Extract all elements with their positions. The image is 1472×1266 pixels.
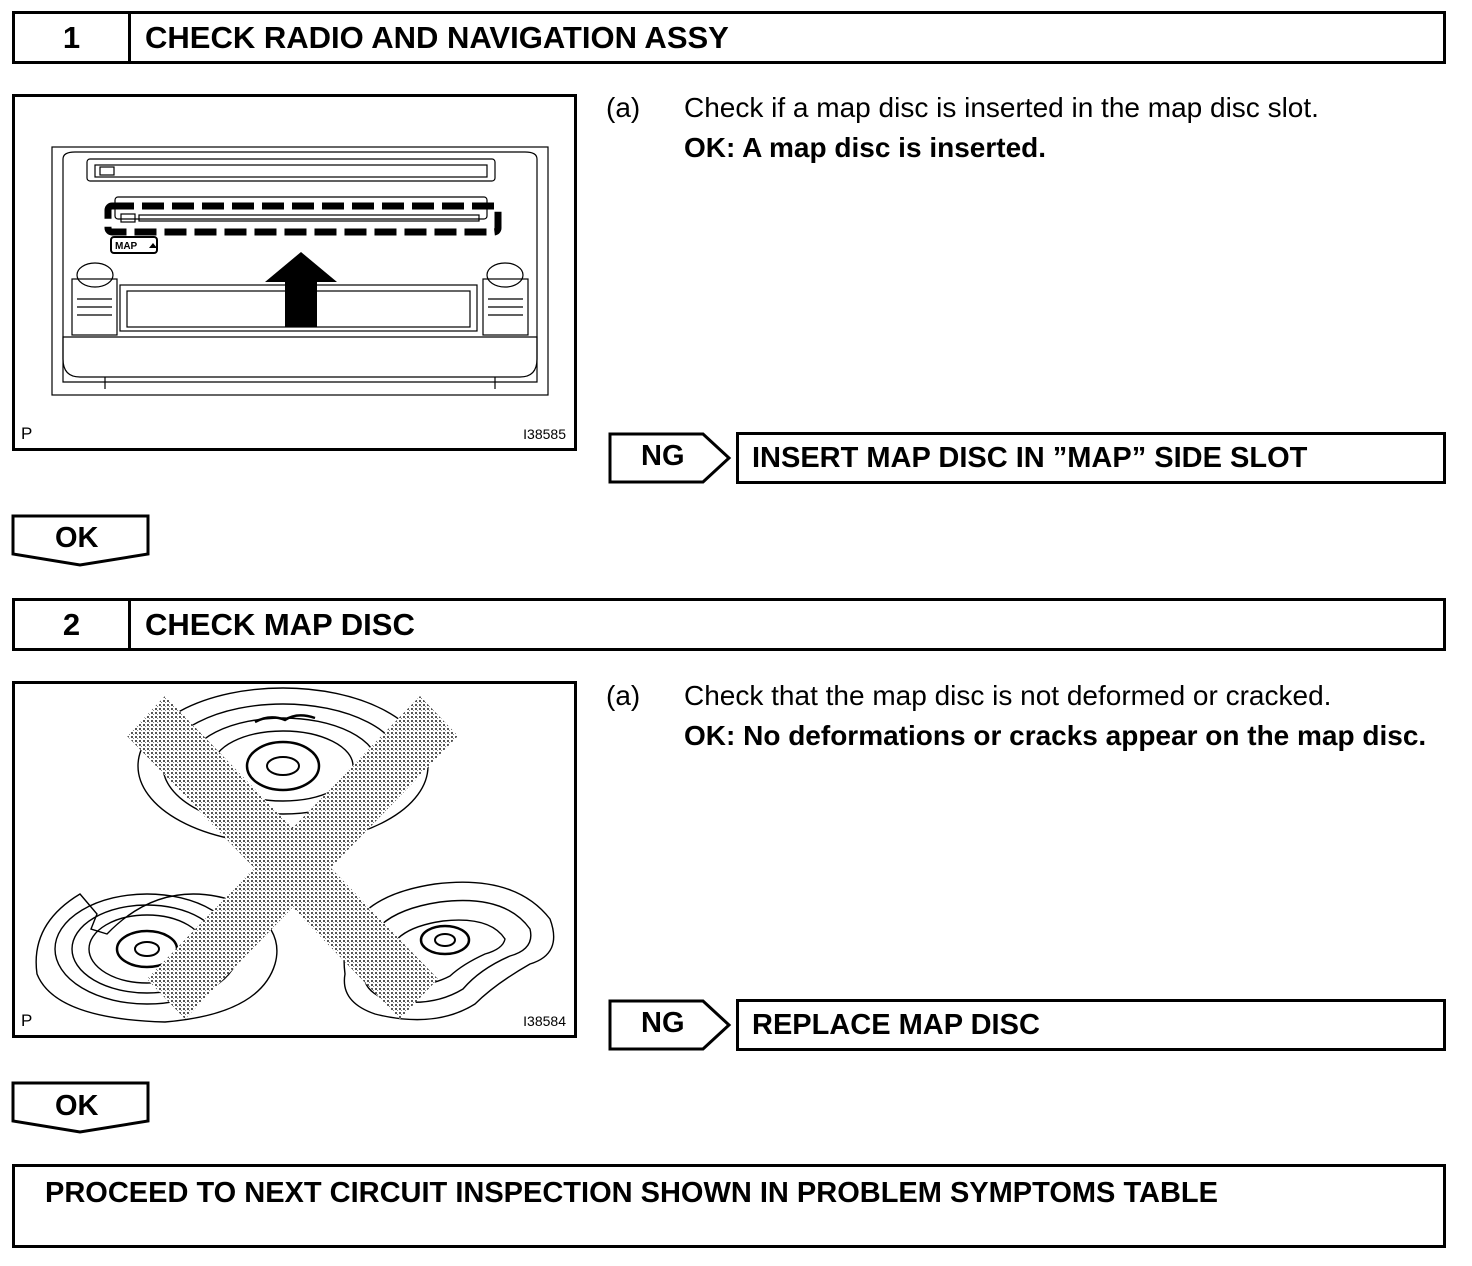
prohibited-x-icon: [127, 696, 458, 1019]
step-2-number: 2: [15, 601, 131, 648]
map-button-label: MAP: [115, 241, 138, 252]
insert-direction-arrow-icon: [265, 252, 337, 327]
map-disc-damage-illustration: [15, 684, 577, 1038]
instruction-label: (a): [606, 680, 641, 711]
figure-id: I38584: [523, 1013, 566, 1029]
step-1-instruction: [606, 88, 1448, 178]
step-2-header: [12, 598, 1446, 651]
step-1-figure: [12, 94, 577, 451]
step-2-title: CHECK MAP DISC: [145, 606, 415, 642]
step-2-ok-label: OK: [55, 1090, 99, 1122]
instruction-text: Check if a map disc is inserted in the map disc slot.: [684, 92, 1319, 123]
figure-id: I38585: [523, 426, 566, 442]
ok-criterion: OK: A map disc is inserted.: [684, 132, 1047, 163]
step-2-figure: [12, 681, 577, 1038]
step-1-number: 1: [15, 14, 131, 61]
step-2-ng-label: NG: [641, 1007, 685, 1039]
step-2-ng-action: REPLACE MAP DISC: [736, 999, 1446, 1051]
step-1-ng-label: NG: [641, 440, 685, 472]
step-1-ng-action: INSERT MAP DISC IN ”MAP” SIDE SLOT: [736, 432, 1446, 484]
instruction-label: (a): [606, 92, 641, 123]
figure-corner-label: P: [21, 1011, 33, 1030]
step-1-header: [12, 11, 1446, 64]
ok-criterion: OK: No deformations or cracks appear on the map disc.: [684, 720, 1427, 751]
radio-navigation-unit-illustration: [15, 97, 577, 451]
step-1-title: CHECK RADIO AND NAVIGATION ASSY: [145, 19, 729, 55]
step-2-instruction: [606, 676, 1448, 806]
step-1-ok-label: OK: [55, 522, 99, 554]
final-action-box: PROCEED TO NEXT CIRCUIT INSPECTION SHOWN IN PROBLEM SYMPTOMS TABLE: [12, 1164, 1446, 1248]
instruction-text: Check that the map disc is not deformed or cracked.: [684, 680, 1332, 711]
figure-corner-label: P: [21, 424, 33, 443]
